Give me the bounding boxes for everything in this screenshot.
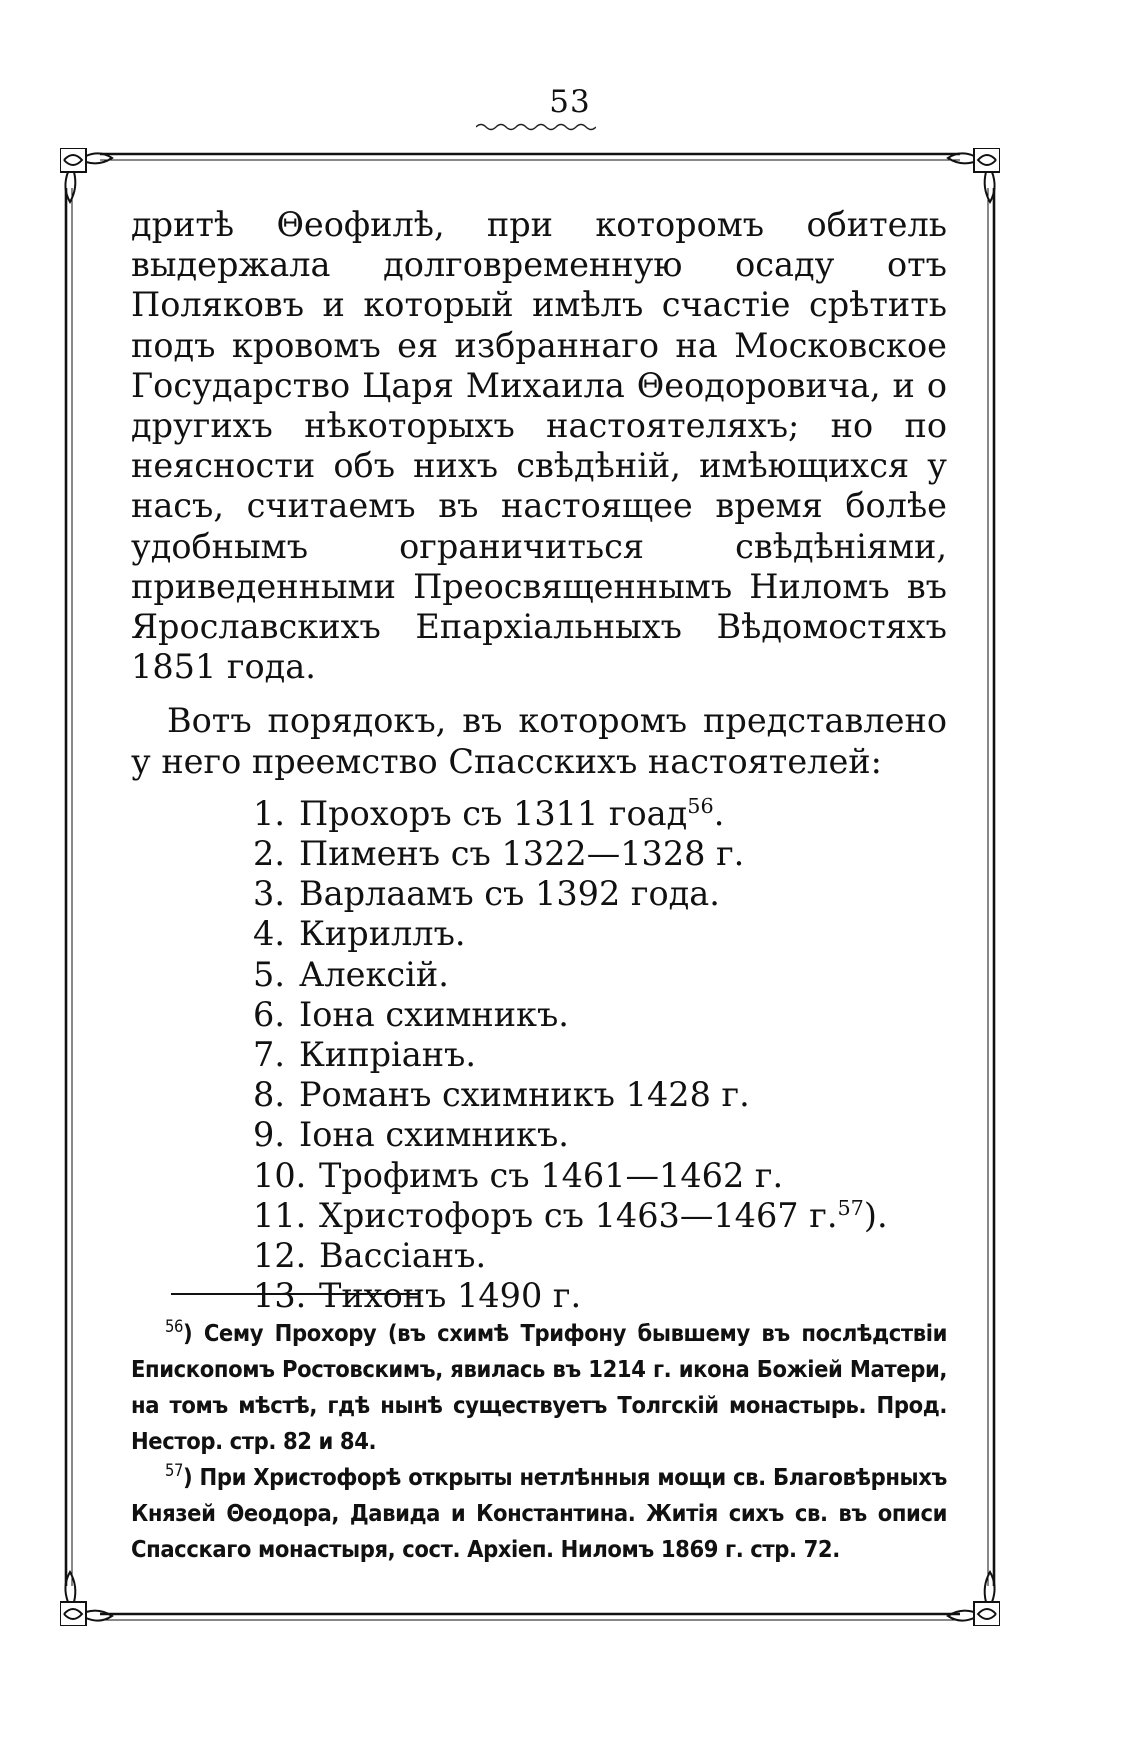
footnotes <box>131 1315 947 1567</box>
footnote-ref: 56 <box>687 793 714 818</box>
page-number-ornament <box>476 122 596 132</box>
list-item: 8. Романъ схимникъ 1428 г. <box>253 1075 750 1115</box>
page-number: 53 <box>549 84 591 120</box>
paragraph-2: Вотъ порядокъ, въ которомъ представлено у него преемство Спасскихъ настоятелей: <box>131 701 947 781</box>
list-item: 1. Прохоръ съ 1311 гоад$^{56}$. <box>253 793 725 833</box>
list-item: 4. Кириллъ. <box>253 914 466 954</box>
main-text <box>131 205 947 1316</box>
abbots-list <box>131 794 947 1317</box>
list-item: 2. Пименъ съ 1322—1328 г. <box>253 834 745 874</box>
paragraph-1: дритѣ Θеофилѣ, при которомъ обитель выдержала долговременную осаду отъ Поляковъ и который имѣлъ счастіе срѣтить подъ кровомъ ея избраннаго на Московское Государство Царя Михаила Θеодоровича, и о другихъ нѣкоторыхъ настоятеляхъ; но по неясности объ нихъ свѣдѣній, имѣющихся у насъ, считаемъ въ настоящее время болѣе удобнымъ ограничиться свѣдѣніями, приведенными Преосвященнымъ Ниломъ въ Ярославскихъ Епархіальныхъ Вѣдомостяхъ 1851 года. <box>131 205 947 687</box>
list-item: 10. Трофимъ съ 1461—1462 г. <box>253 1155 784 1195</box>
footnote-56: $^{56}$) Сему Прохору (въ схимѣ Трифону бывшему въ послѣдствіи Епископомъ Ростовскимъ, явилась въ 1214 г. икона Божіей Матери, на томъ мѣстѣ, гдѣ нынѣ существуетъ Толгскій монастырь. Прод. Нестор. стр. 82 и 84. <box>131 1317 947 1455</box>
list-item: 6. Іона схимникъ. <box>253 994 569 1034</box>
footnote-57: $^{57}$) При Христофорѣ открыты нетлѣнныя мощи св. Благовѣрныхъ Князей Θеодора, Давида и Константина. Житія сихъ св. въ описи Спасскаго монастыря, сост. Архіеп. Ниломъ 1869 г. стр. 72. <box>131 1461 947 1563</box>
list-item: 9. Іона схимникъ. <box>253 1115 569 1155</box>
list-item: 11. Христофоръ съ 1463—1467 г.$^{57}$). <box>253 1195 888 1235</box>
list-item: 3. Варлаамъ съ 1392 года. <box>253 874 720 914</box>
list-item: 7. Кипріанъ. <box>253 1035 477 1075</box>
list-item: 5. Алексій. <box>253 954 449 994</box>
footnote-ref: 57 <box>837 1195 864 1220</box>
list-item: 12. Вассіанъ. <box>253 1236 487 1276</box>
list-item: 13. Тихонъ 1490 г. <box>253 1276 582 1316</box>
footnote-divider <box>171 1293 420 1295</box>
